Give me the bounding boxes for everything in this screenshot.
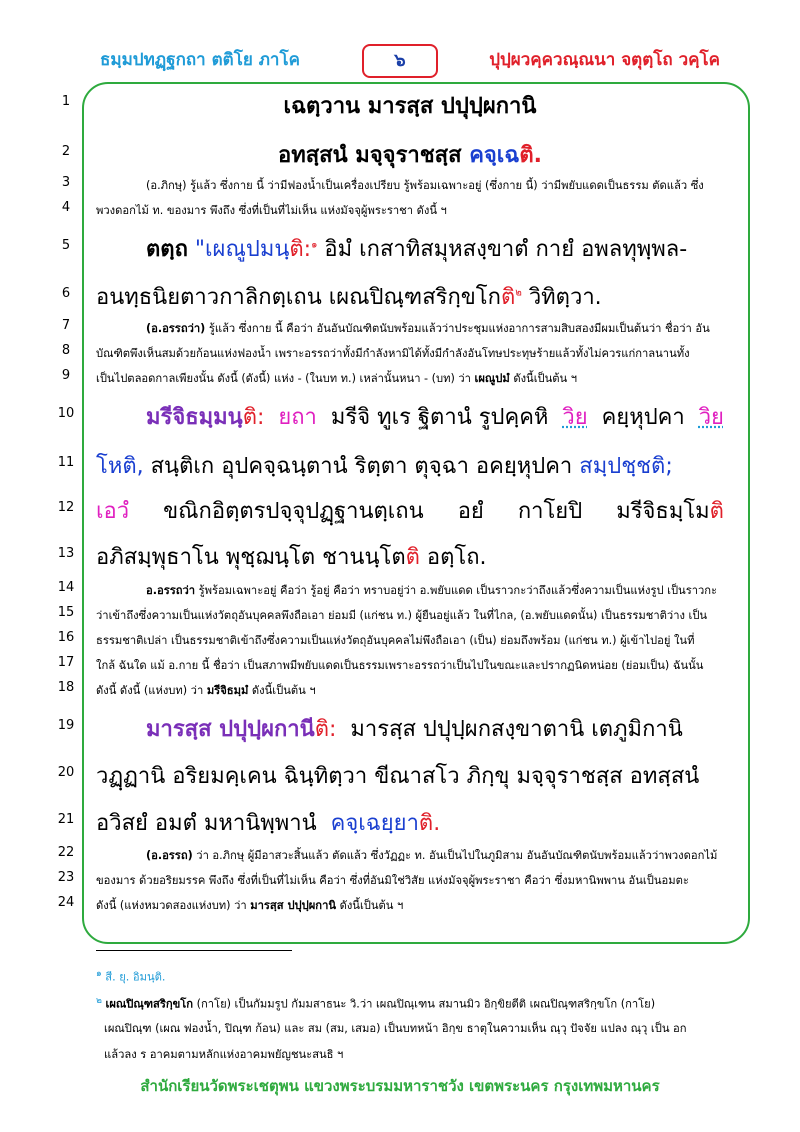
commentary-line: [96, 711, 724, 746]
keyword-blue: โหติ,: [96, 454, 144, 479]
line-number: 10: [57, 406, 75, 421]
commentary-text: กาโยปิ: [517, 499, 583, 524]
line-number: 22: [57, 845, 75, 860]
iti-particle: ติ.: [519, 143, 542, 168]
keyword-blue: คจฺเฉยฺยา: [330, 811, 419, 836]
commentary-text: มรีจิ ทูเร ฐิตานํ รูปคฺคหิ: [330, 405, 549, 430]
footnote-2: [96, 993, 724, 1013]
keyword-viya: วิย: [698, 405, 724, 430]
keyword-blue: สมฺปชฺชติ;: [579, 454, 673, 479]
commentary-text: ขณิกอิตฺตรปจฺจุปฏฺฐานตฺเถน: [163, 499, 424, 524]
translation-line: [96, 681, 724, 699]
translation-line: [96, 319, 724, 337]
keyword-purple: มารสฺส ปปุปฺผกานี: [146, 717, 315, 742]
commentary-line: [96, 493, 724, 528]
keyword-bold: เผณูปมํ: [474, 372, 510, 385]
commentary-text: สนฺติเก อุปคจฺฉนฺตานํ ริตฺตา ตุจฺฉา อคยฺหุปคา: [150, 454, 573, 479]
translation-text: ดังนี้ ดังนี้ (แห่งบท) ว่า: [96, 684, 204, 697]
line-number: 2: [61, 144, 71, 159]
commentary-text: อตฺโถ.: [426, 545, 487, 570]
translation-text: ดังนี้เป็นต้น ฯ: [251, 684, 316, 697]
commentary-text: วิทิตฺวา.: [528, 285, 602, 310]
footnote-text: สี. ยุ. อิมนฺติ.: [105, 970, 166, 984]
iti-particle: ติ:: [314, 717, 337, 742]
translation-line: ธรรมชาติเปล่า เป็นธรรมชาติเข้าถึงซึ่งความเป็นแห่งวัตถุอันบุคคลไม่พึงถือเอา (เป็น) ย่อมถึงพร้อม (แก่ชน ท.) ผู้เข้าไปอยู่ ในที่: [96, 634, 695, 647]
commentary-line: [96, 448, 724, 483]
keyword-bold: มารสฺส ปปุปฺผกานิ: [250, 899, 337, 912]
translation-line: ว่าเข้าถึงซึ่งความเป็นแห่งวัตถุอันบุคคลพึงถือเอา ย่อมมี (แก่ชน ท.) ผู้ยืนอยู่แล้ว ในที่ไกล, (อ.พยับแดดนั้น) เป็นธรรมชาติว่าง เป็น: [96, 609, 708, 622]
commentary-line: วฏฺฏานิ อริยมคฺเคน ฉินฺทิตฺวา ขีณาสโว ภิกฺขุ มจฺจุราชสฺส อทสฺสนํ: [96, 764, 700, 789]
commentary-text: คยฺหุปคา: [601, 405, 685, 430]
line-number: 9: [61, 368, 71, 383]
line-number: 6: [61, 286, 71, 301]
commentary-line: [96, 399, 724, 434]
keyword-bold: มรีจิธมฺมํ: [206, 684, 249, 697]
translation-text: ดังนี้เป็นต้น ฯ: [513, 372, 578, 385]
verse-line: เฉตฺวาน มารสฺส ปปุปฺผกานิ: [283, 94, 537, 119]
commentary-line: [96, 279, 724, 314]
footnote-divider: [96, 950, 292, 951]
translation-line: [96, 896, 724, 914]
line-number: 21: [57, 812, 75, 827]
keyword-tattha: ตตฺถ: [146, 237, 188, 262]
header-book-title: ธมฺมปทฏฺฐกถา ตติโย ภาโค: [100, 50, 300, 70]
keyword-blue: คจฺเฉ: [469, 143, 520, 168]
translation-line: ของมาร ด้วยอริยมรรค พึงถึง ซึ่งที่เป็นที่ไม่เห็น คือว่า ซึ่งที่อันมิใช่วิสัย แห่งมัจจุผู้พระราชา คือว่า ซึ่งมหานิพพาน อันเป็นอมตะ: [96, 874, 689, 887]
translation-text: เป็นไปตลอดกาลเพียงนั้น ดังนี้ (ดังนี้) แห่ง - (ในบท ท.) เหล่านั้นหนา - (บท) ว่า: [96, 372, 471, 385]
line-number: 1: [61, 94, 71, 109]
line-number: 14: [57, 580, 75, 595]
page-number-box: ๖: [362, 44, 438, 78]
iti-particle: ติ:: [242, 405, 265, 430]
translation-text: ว่า อ.ภิกษุ ผู้มีอาสวะสิ้นแล้ว ตัดแล้ว ซึ่งวัฏฏะ ท. อันเป็นไปในภูมิสาม อันอันบัณฑิตนับพร้อมแล้วว่าพวงดอกไม้: [196, 849, 718, 862]
translation-line: [96, 846, 724, 864]
commentary-text: อนทฺธนิยตาวกาลิกตฺเถน เผณปิณฺฑสริกฺขโก: [96, 285, 501, 310]
commentary-text: อวิสยํ อมตํ มหานิพฺพานํ: [96, 811, 317, 836]
line-number: 23: [57, 870, 75, 885]
line-number: 13: [57, 546, 75, 561]
commentary-text: อภิสมฺพุธาโน พุชฺฌนฺโต ชานนฺโต: [96, 545, 406, 570]
footnote-1: [96, 966, 724, 986]
footnote-ref[interactable]: ๒: [515, 287, 522, 299]
line-number: 4: [61, 200, 71, 215]
commentary-text: มรีจิธมฺโม: [616, 499, 710, 524]
footnote-2-cont: แล้วลง ร อาคมตามหลักแห่งอาคมพยัญชนะสนธิ ฯ: [104, 1048, 344, 1061]
translation-text: ดังนี้เป็นต้น ฯ: [339, 899, 404, 912]
iti-particle: ติ.: [418, 811, 441, 836]
line-number: 8: [61, 343, 71, 358]
keyword-magenta: ยถา: [278, 405, 317, 430]
label-meaning: อ.อรรถว่า: [146, 584, 196, 597]
iti-particle: ติ:: [289, 237, 312, 262]
verse-line: [96, 137, 724, 172]
commentary-line: [96, 805, 724, 840]
translation-text: รู้แล้ว ซึ่งกาย นี้ คือว่า อันอันบัณฑิตนับพร้อมแล้วว่าประชุมแห่งอาการสามสิบสองมีผมเป็นต้นว่า ชื่อว่า อัน: [208, 322, 710, 335]
footnote-text: (กาโย) เป็นกัมมรูป กัมมสาธนะ วิ.ว่า เผณปิณฺเฑน สมานมิว อิกฺขิยตีติ เผณปิณฺฑสริกฺขโก (กาโย): [196, 997, 656, 1011]
line-number: 24: [57, 895, 75, 910]
line-number: 18: [57, 680, 75, 695]
translation-text: ดังนี้ (แห่งหมวดสองแห่งบท) ว่า: [96, 899, 247, 912]
header-chapter-title: ปุปฺผวคฺควณฺณนา จตุตฺโถ วคฺโค: [489, 50, 720, 70]
line-number: 17: [57, 655, 75, 670]
line-number: 19: [57, 718, 75, 733]
iti-particle: ติ: [709, 499, 724, 524]
line-number: 11: [57, 455, 75, 470]
line-number: 7: [61, 318, 71, 333]
translation-line: [96, 369, 724, 387]
keyword-purple: มรีจิธมฺมนฺ: [146, 405, 243, 430]
quote-mark: ": [194, 237, 206, 262]
iti-particle: ติ: [500, 285, 516, 310]
line-number: 16: [57, 630, 75, 645]
translation-line: (อ.ภิกษุ) รู้แล้ว ซึ่งกาย นี้ ว่ามีฟองน้ำเป็นเครื่องเปรียบ รู้พร้อมเฉพาะอยู่ (ซึ่งกาย นี้) ว่ามีพยับแดดเป็นธรรม ตัดแล้ว ซึ่ง: [146, 179, 704, 192]
commentary-text: มารสฺส ปปุปฺผกสงฺขาตานิ เตภูมิกานิ: [350, 717, 683, 742]
footnote-marker: ๑: [96, 969, 102, 979]
footnote-ref[interactable]: ๑: [311, 239, 318, 251]
translation-line: พวงดอกไม้ ท. ของมาร พึงถึง ซึ่งที่เป็นที่ไม่เห็น แห่งมัจจุผู้พระราชา ดังนี้ ฯ: [96, 204, 447, 217]
keyword-blue: เผณูปมนฺ: [205, 237, 290, 262]
keyword-magenta: เอวํ: [96, 499, 130, 524]
line-number: 12: [57, 500, 75, 515]
footer-institution: สำนักเรียนวัดพระเชตุพน แขวงพระบรมมหาราชวัง เขตพระนคร กรุงเทพมหานคร: [140, 1077, 660, 1095]
footnote-keyword: เผณปิณฺฑสริกฺขโก: [105, 997, 194, 1011]
line-number: 15: [57, 605, 75, 620]
commentary-line: [96, 231, 724, 266]
keyword-viya: วิย: [562, 405, 588, 430]
label-meaning: (อ.อรรถว่า): [146, 322, 206, 335]
translation-text: รู้พร้อมเฉพาะอยู่ คือว่า รู้อยู่ คือว่า ทราบอยู่ว่า อ.พยับแดด เป็นราวกะว่าถึงแล้วซึ่งความเป็นแห่งรูป เป็นราวกะ: [198, 584, 718, 597]
line-number: 5: [61, 238, 71, 253]
translation-line: บัณฑิตพึงเห็นสมด้วยก้อนแห่งฟองน้ำ เพราะอรรถว่าทั้งมีกำลังหามิได้ทั้งมีกำลังอันโทษประทุษร้ายแล้วทั้งไม่ควรแก่กาลนานทั้ง: [96, 347, 690, 360]
label-meaning: (อ.อรรถ): [146, 849, 193, 862]
iti-particle: ติ: [405, 545, 420, 570]
commentary-text: อิมํ เกสาทิสมุหสงฺขาตํ กายํ อพลทุพฺพล-: [324, 237, 688, 262]
line-number: 20: [57, 765, 75, 780]
translation-line: ใกล้ ฉันใด แม้ อ.กาย นี้ ชื่อว่า เป็นสภาพมีพยับแดดเป็นธรรมเพราะอรรถว่าเป็นไปในขณะและปรากฏนิดหน่อย (ย่อมเป็น) ฉันนั้น: [96, 659, 704, 672]
footnote-2-cont: เผณปิณฺฑ (เผณ ฟองน้ำ, ปิณฺฑ ก้อน) และ สม (สม, เสมอ) เป็นบทหน้า อิกฺข ธาตุในความเห็น ณฺวุ ปัจจัย แปลง ณฺวุ เป็น อก: [104, 1022, 687, 1035]
footnote-marker: ๒: [96, 996, 102, 1006]
verse-text: อทสฺสนํ มจฺจุราชสฺส: [278, 143, 462, 168]
line-number: 3: [61, 175, 71, 190]
commentary-text: อยํ: [457, 499, 484, 524]
commentary-line: [96, 539, 724, 574]
translation-line: [96, 581, 724, 599]
